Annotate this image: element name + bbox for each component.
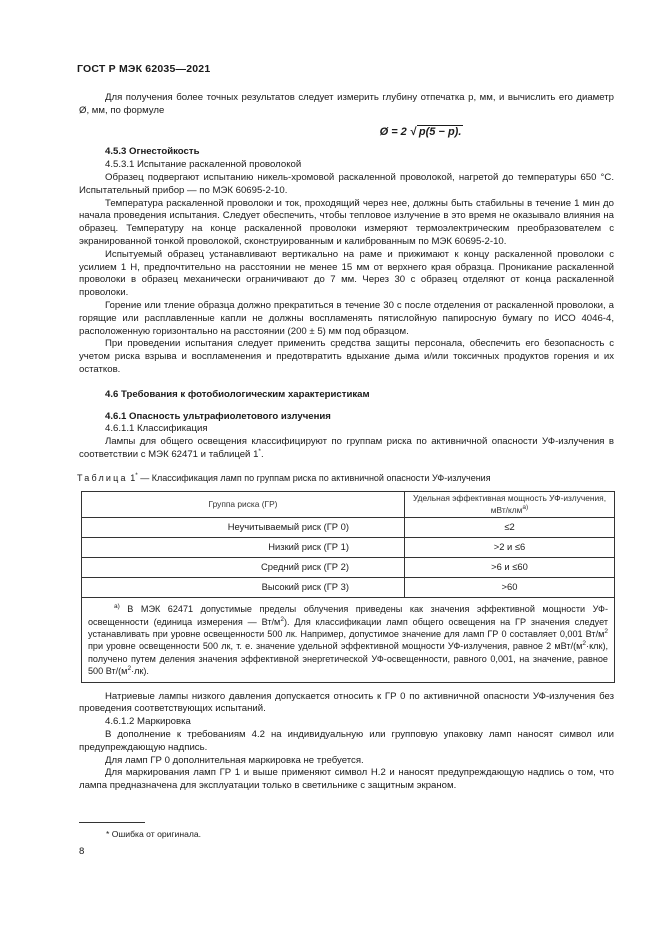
table-row — [82, 518, 615, 538]
risk-group-table — [81, 491, 615, 683]
table-note-text — [88, 603, 608, 677]
paragraph: Горение или тление образца должно прекратиться в течение 30 с после отделения от раскаленной проволоки, а горящие или расплавленные капли не должны воспламенять пятислойную папиросную бумагу по ИСО 4046-4, расположенную горизонтально на расстоянии (200 ± 5) мм под образцом. — [79, 299, 614, 337]
superscript-2: 2 — [582, 640, 587, 648]
subsection-4-6-1-2: 4.6.1.2 Маркировка — [105, 716, 191, 728]
paragraph — [79, 436, 614, 462]
table-row — [82, 558, 615, 578]
paragraph: В дополнение к требованиям 4.2 на индивидуальную или групповую упаковку ламп наносят символ или предупреждающую надпись. — [79, 728, 614, 753]
paragraph: При проведении испытания следует применить средства защиты персонала, обеспечить его безопасность с учетом риска взрыва и воспламенения и предотвратить вдыхание дыма и/или токсичных продуктов горения и их остатков. — [79, 338, 614, 375]
document-header: ГОСТ Р МЭК 62035—2021 — [77, 63, 211, 75]
caption-word: Таблица — [77, 472, 128, 483]
paragraph: Образец подвергают испытанию никель-хромовой раскаленной проволокой, нагретой до температуры 650 °С. Испытательный прибор — по МЭК 60695-2-10. — [79, 171, 614, 196]
paragraph: Температура раскаленной проволоки и ток, проходящий через нее, должны быть стабильны в течение 1 мин до начала проведения испытания. Следует обеспечить, чтобы тепловое излучение в это время не оказывало влияния на образец. Температуру на конце раскаленной проволоки измеряют термоэлектрическим преобразователем с экранированной тонкой проволокой, сконструированным и калиброванным по МЭК 60695-2-10. — [79, 197, 614, 247]
sqrt-sign: √ — [409, 125, 416, 138]
note-part: ). Для классификации ламп общего освещения на ГР значения следует устанавливать при уровне освещенности 500 лк. Например, допустимое значение для ламп ГР 0 составляет 0,001 Вт/м — [88, 616, 609, 639]
header-note-mark: а) — [522, 504, 529, 512]
note-part: при уровне освещенности 500 лк, т. е. значение удельной эффективной мощности УФ-излучения, равное 2 мВт/(м — [88, 641, 583, 652]
table-row — [82, 538, 615, 558]
formula-lhs: Ø = 2 — [379, 125, 407, 138]
note-part: В МЭК 62471 допустимые пределы облучения приведены как значения эффективной мощности УФ-освещенности (единица измерения — Вт/м — [88, 604, 608, 627]
paragraph: Натриевые лампы низкого давления допускается относить к ГР 0 по активничной опасности УФ-излучения без проведения соответствующих испытаний. — [79, 690, 614, 715]
table-note-row — [82, 598, 615, 682]
risk-group-cell: Высокий риск (ГР 3) — [82, 578, 405, 598]
table-row — [82, 578, 615, 598]
footnote-separator — [79, 822, 145, 823]
section-heading-4-6-1: 4.6.1 Опасность ультрафиолетового излучения — [105, 410, 331, 422]
header-risk-group: Группа риска (ГР) — [82, 491, 405, 518]
table-header-row — [82, 491, 615, 518]
paragraph-end: . — [260, 448, 264, 460]
risk-group-cell: Средний риск (ГР 2) — [82, 558, 405, 578]
footnote: * Ошибка от оригинала. — [106, 829, 202, 839]
superscript-2: 2 — [280, 615, 284, 623]
risk-group-cell: Низкий риск (ГР 1) — [82, 538, 405, 558]
table-note — [82, 598, 615, 682]
uv-value-cell: >60 — [405, 578, 615, 598]
subsection-4-5-3-1: 4.5.3.1 Испытание раскаленной проволокой — [105, 159, 302, 171]
uv-value-cell: ≤2 — [405, 518, 615, 538]
diameter-formula — [79, 125, 614, 139]
uv-value-cell: >2 и ≤6 — [405, 538, 615, 558]
paragraph: Испытуемый образец устанавливают вертикально на раме и прижимают к концу раскаленной проволоки с усилием 1 Н, предпочтительно на расстоянии не менее 15 мм от верхнего края образца. Проникание раскаленной проволоки в образец механически ограничивают до 7 мм. Через 30 с образец отделяют от конца раскаленной проволоки. — [79, 248, 614, 299]
section-heading-4-6: 4.6 Требования к фотобиологическим характеристикам — [105, 388, 370, 400]
page-number: 8 — [79, 846, 85, 857]
page-content — [79, 92, 614, 793]
intro-paragraph: Для получения более точных результатов следует измерить глубину отпечатка p, мм, и вычислить его диаметр Ø, мм, по формуле — [79, 92, 614, 116]
table-caption — [77, 472, 614, 485]
header-uv-power — [405, 491, 615, 518]
caption-text: — Классификация ламп по группам риска по активничной опасности УФ-излучения — [137, 472, 491, 483]
note-part: ·клк), получено путем деления значения эффективной энергетической УФ-освещенности, равного 0,001, на значение, равное 500 Вт/(м — [88, 641, 608, 677]
subsection-4-6-1-1: 4.6.1.1 Классификация — [105, 423, 208, 435]
section-heading-4-5-3: 4.5.3 Огнестойкость — [105, 146, 200, 158]
caption-footnote-mark: * — [135, 471, 138, 479]
formula-root: p(5 − p). — [418, 125, 462, 138]
note-part: ·лк). — [131, 666, 149, 677]
superscript-2: 2 — [127, 665, 132, 673]
paragraph: Для маркирования ламп ГР 1 и выше применяют символ Н.2 и наносят предупреждающую надпись о том, что лампа предназначена для эксплуатации только в светильнике с защитным экраном. — [79, 767, 614, 792]
paragraph: Для ламп ГР 0 дополнительная маркировка не требуется. — [105, 754, 364, 766]
caption-number: 1 — [127, 472, 136, 483]
note-mark: а) — [114, 603, 120, 611]
header-uv-power-text: Удельная эффективная мощность УФ-излучения, мВт/клм — [412, 492, 607, 516]
footnote-mark: * — [258, 447, 261, 455]
uv-value-cell: >6 и ≤60 — [405, 558, 615, 578]
superscript-2: 2 — [604, 627, 608, 635]
risk-group-cell: Неучитываемый риск (ГР 0) — [82, 518, 405, 538]
paragraph-text: Лампы для общего освещения классифицируют по группам риска по активничной опасности УФ-излучения в соответствии с МЭК 62471 и таблицей 1 — [79, 436, 614, 460]
